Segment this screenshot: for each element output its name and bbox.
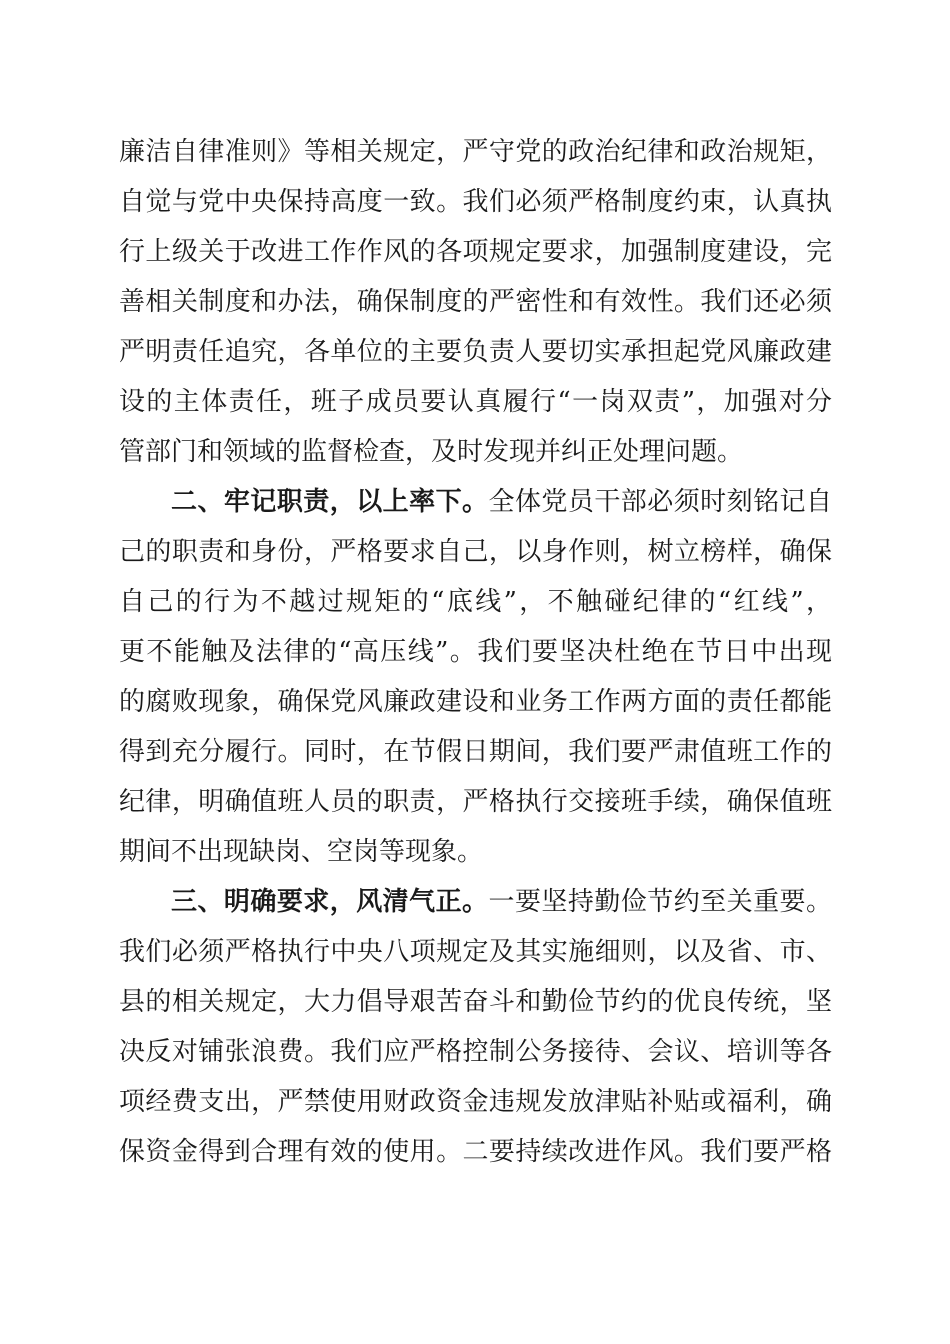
section-heading-3: 三、明确要求，风清气正。 — [171, 887, 489, 917]
paragraph-1-line-5: 严明责任追究，各单位的主要负责人要切实承担起党风廉政建 — [119, 337, 832, 367]
paragraph-3-first-line-text: 一要坚持勤俭节约至关重要。 — [488, 887, 832, 917]
paragraph-3-line-5: 项经费支出，严禁使用财政资金违规发放津贴补贴或福利，确 — [119, 1087, 832, 1117]
paragraph-3-line-3: 县的相关规定，大力倡导艰苦奋斗和勤俭节约的优良传统，坚 — [119, 987, 832, 1017]
paragraph-2-line-4: 更不能触及法律的“高压线”。我们要坚决杜绝在节日中出现 — [119, 637, 832, 667]
section-heading-2: 二、牢记职责，以上率下。 — [171, 487, 489, 517]
paragraph-1-line-6: 设的主体责任，班子成员要认真履行“一岗双责”，加强对分 — [119, 387, 832, 417]
paragraph-2-first-line-text: 全体党员干部必须时刻铭记自 — [488, 487, 832, 517]
paragraph-2-line-6: 得到充分履行。同时，在节假日期间，我们要严肃值班工作的 — [119, 737, 832, 767]
paragraph-1-line-7: 管部门和领域的监督检查，及时发现并纠正处理问题。 — [119, 437, 744, 467]
paragraph-3-first-line — [119, 877, 832, 927]
paragraph-2-line-8: 期间不出现缺岗、空岗等现象。 — [119, 837, 484, 867]
paragraph-2-line-7: 纪律，明确值班人员的职责，严格执行交接班手续，确保值班 — [119, 787, 832, 817]
paragraph-1-line-2: 自觉与党中央保持高度一致。我们必须严格制度约束，认真执 — [119, 187, 832, 217]
document-body — [119, 127, 832, 1177]
paragraph-2-line-5: 的腐败现象，确保党风廉政建设和业务工作两方面的责任都能 — [119, 687, 832, 717]
paragraph-1-line-4: 善相关制度和办法，确保制度的严密性和有效性。我们还必须 — [119, 287, 832, 317]
paragraph-3-line-2: 我们必须严格执行中央八项规定及其实施细则，以及省、市、 — [119, 937, 832, 967]
paragraph-1-line-3: 行上级关于改进工作作风的各项规定要求，加强制度建设，完 — [119, 237, 832, 267]
paragraph-2-line-3: 自己的行为不越过规矩的“底线”，不触碰纪律的“红线”， — [119, 587, 832, 617]
paragraph-3-line-4: 决反对铺张浪费。我们应严格控制公务接待、会议、培训等各 — [119, 1037, 832, 1067]
paragraph-2-line-2: 己的职责和身份，严格要求自己，以身作则，树立榜样，确保 — [119, 537, 832, 567]
paragraph-3-line-6: 保资金得到合理有效的使用。二要持续改进作风。我们要严格 — [119, 1137, 832, 1167]
paragraph-1-line-1: 廉洁自律准则》等相关规定，严守党的政治纪律和政治规矩， — [119, 137, 832, 167]
paragraph-2-first-line — [119, 477, 832, 527]
